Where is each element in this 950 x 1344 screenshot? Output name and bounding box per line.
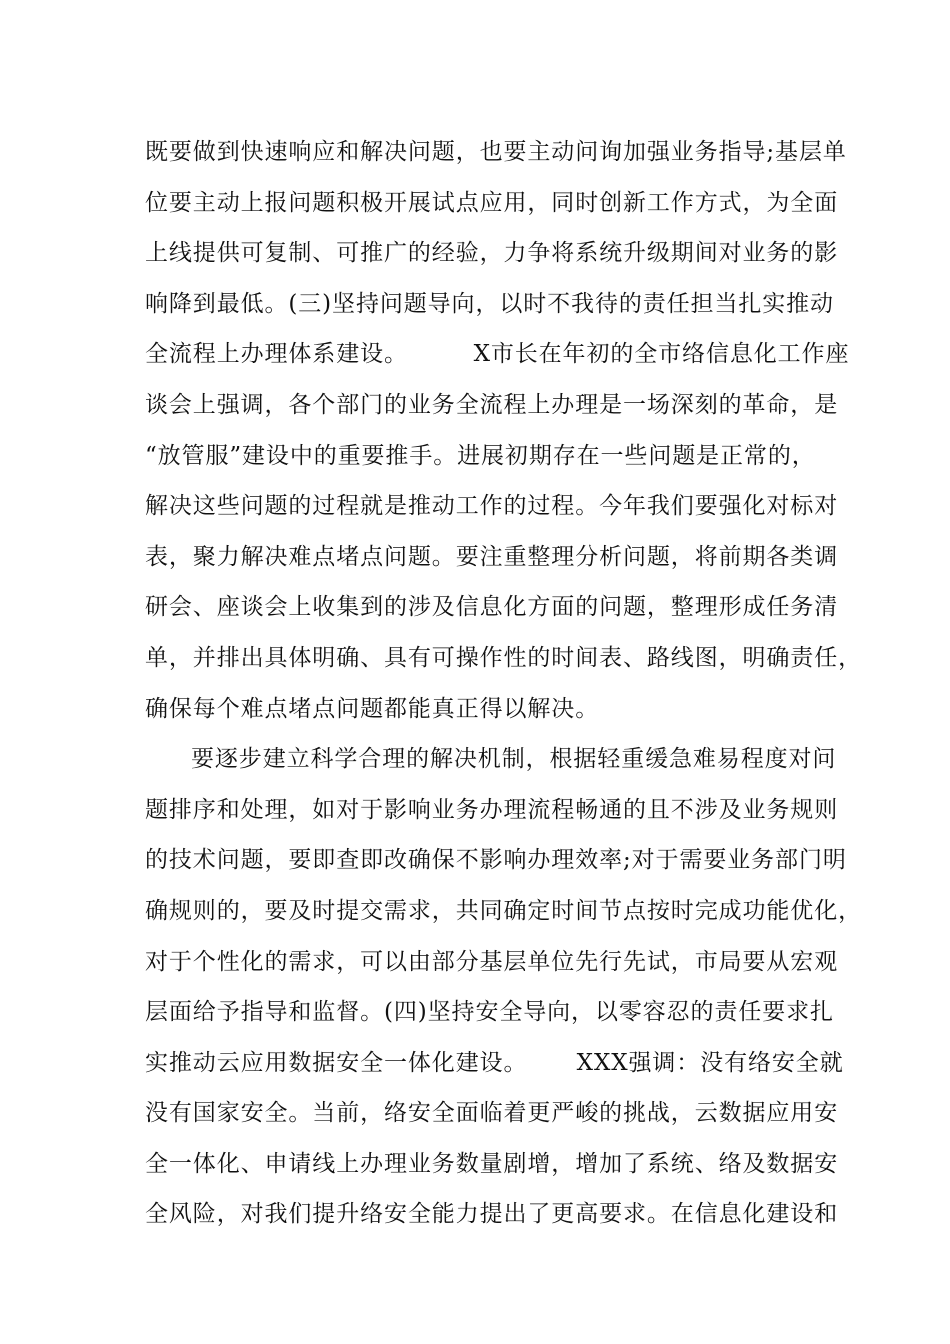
text-line: 响降到最低。(三)坚持问题导向，以时不我待的责任担当扎实推动 [145, 290, 834, 317]
text-line: 研会、座谈会上收集到的涉及信息化方面的问题，整理形成任务清 [145, 594, 839, 621]
text-line: 单，并排出具体明确、具有可操作性的时间表、路线图，明确责任， [145, 644, 862, 671]
text-line: 位要主动上报问题积极开展试点应用，同时创新工作方式，为全面 [145, 189, 839, 216]
text-line: 全一体化、申请线上办理业务数量剧增，增加了系统、络及数据安 [145, 1150, 839, 1177]
text-line: 既要做到快速响应和解决问题，也要主动问询加强业务指导;基层单 [145, 139, 847, 165]
text-line: 题排序和处理，如对于影响业务办理流程畅通的且不涉及业务规则 [145, 796, 839, 823]
body-text [145, 127, 862, 1240]
text-line: 对于个性化的需求，可以由部分基层单位先行先试，市局要从宏观 [145, 948, 839, 975]
text-line: 上线提供可复制、可推广的经验，力争将系统升级期间对业务的影 [145, 240, 839, 267]
text-line: 实推动云应用数据安全一体化建设。 XXX强调：没有络安全就 [145, 1049, 844, 1076]
text-line: 谈会上强调，各个部门的业务全流程上办理是一场深刻的革命，是 [145, 391, 839, 418]
text-line: 层面给予指导和监督。(四)坚持安全导向，以零容忍的责任要求扎 [145, 999, 834, 1026]
text-line: 没有国家安全。当前，络安全面临着更严峻的挑战，云数据应用安 [145, 1100, 839, 1127]
text-line: 解决这些问题的过程就是推动工作的过程。今年我们要强化对标对 [145, 493, 839, 520]
text-line: 表，聚力解决难点堵点问题。要注重整理分析问题，将前期各类调 [145, 543, 839, 570]
text-line: 确保每个难点堵点问题都能真正得以解决。 [145, 695, 600, 722]
text-line: 全风险，对我们提升络安全能力提出了更高要求。在信息化建设和 [145, 1201, 839, 1228]
text-line: 的技术问题，要即查即改确保不影响办理效率;对于需要业务部门明 [145, 847, 847, 874]
paragraph-first-line: 要逐步建立科学合理的解决机制，根据轻重缓急难易程度对问 [191, 746, 837, 773]
text-line: 确规则的，要及时提交需求，共同确定时间节点按时完成功能优化， [145, 897, 862, 924]
text-line: “放管服”建设中的重要推手。进展初期存在一些问题是正常的， [145, 442, 816, 469]
text-line: 全流程上办理体系建设。 X市长在年初的全市络信息化工作座 [145, 341, 850, 368]
